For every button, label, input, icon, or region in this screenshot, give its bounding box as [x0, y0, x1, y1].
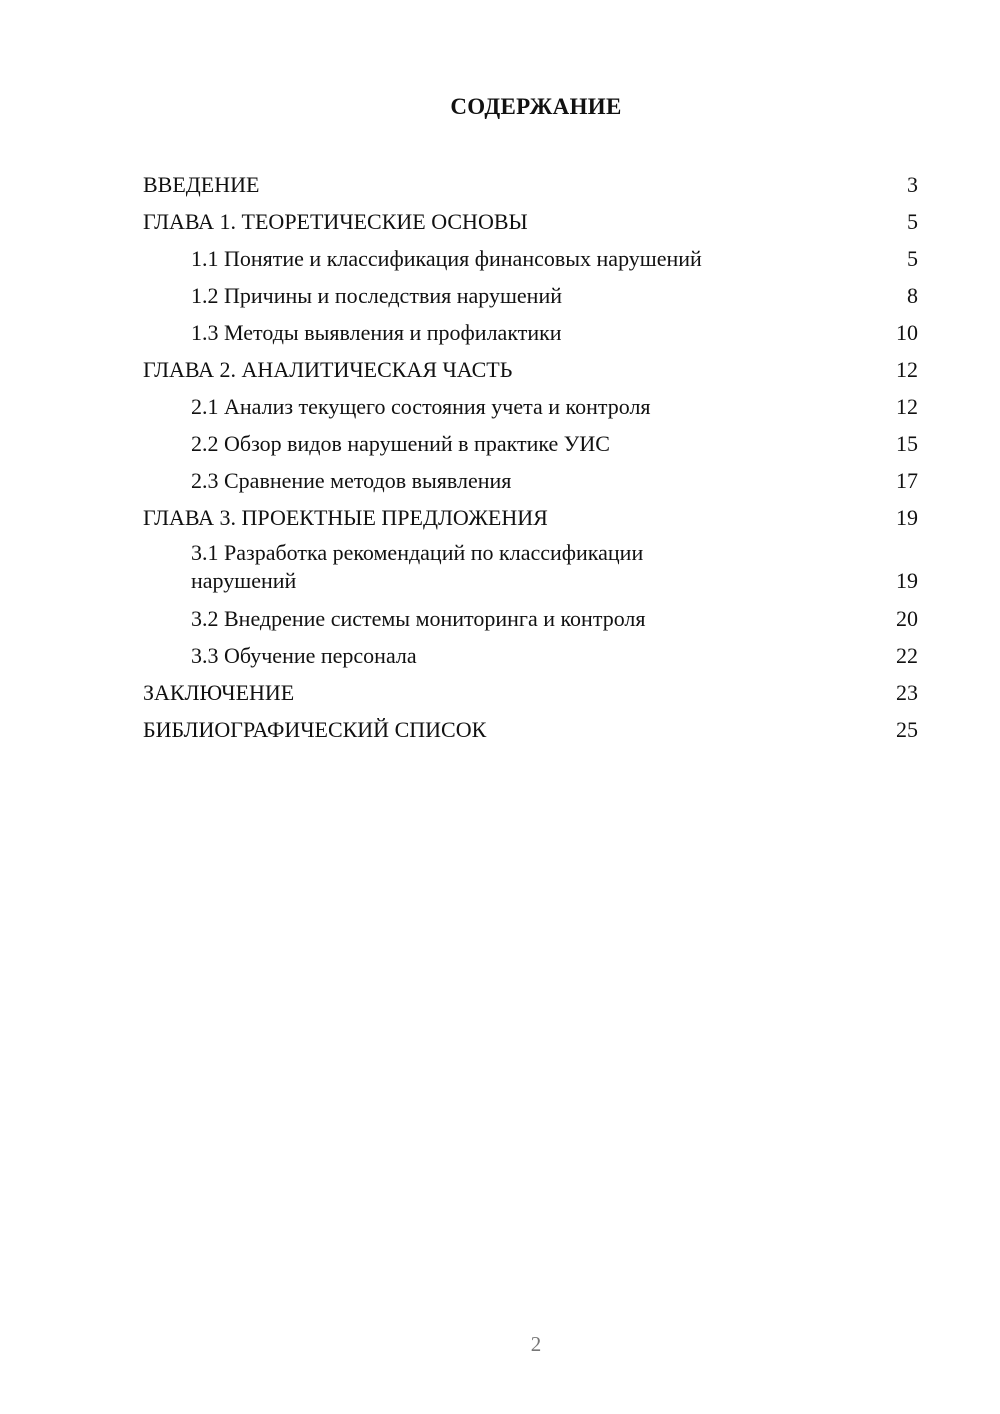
toc-entry-text: 2.3 Сравнение методов выявления — [191, 468, 512, 493]
page-number: 2 — [530, 1332, 542, 1356]
toc-entry-section-3-3[interactable] — [143, 637, 918, 674]
toc-entry-section-2-2[interactable] — [143, 425, 918, 462]
toc-entry-page: 12 — [896, 357, 918, 382]
toc-entry-page: 3 — [907, 172, 918, 197]
toc-entry-text: ГЛАВА 1. ТЕОРЕТИЧЕСКИЕ ОСНОВЫ — [143, 209, 528, 234]
toc-entry-introduction[interactable] — [143, 166, 918, 203]
toc-entry-section-3-2[interactable] — [143, 600, 918, 637]
toc-entry-page: 15 — [896, 431, 918, 456]
toc-entry-section-1-1[interactable] — [143, 240, 918, 277]
toc-entry-page: 19 — [896, 568, 918, 593]
toc-entry-text: ЗАКЛЮЧЕНИЕ — [143, 680, 295, 705]
toc-entry-page: 19 — [896, 505, 918, 530]
toc-entry-text: 2.2 Обзор видов нарушений в практике УИС — [191, 431, 610, 456]
toc-entry-page: 10 — [896, 320, 918, 345]
toc-entry-text: ГЛАВА 2. АНАЛИТИЧЕСКАЯ ЧАСТЬ — [143, 357, 513, 382]
toc-entry-chapter-1[interactable] — [143, 203, 918, 240]
toc-entry-page: 22 — [896, 643, 918, 668]
toc-entry-text: 3.3 Обучение персонала — [191, 643, 417, 668]
toc-entry-text: ГЛАВА 3. ПРОЕКТНЫЕ ПРЕДЛОЖЕНИЯ — [143, 505, 548, 530]
toc-entry-text: ВВЕДЕНИЕ — [143, 172, 260, 197]
toc-entry-text: 2.1 Анализ текущего состояния учета и контроля — [191, 394, 651, 419]
table-of-contents — [143, 166, 918, 748]
toc-entry-text: БИБЛИОГРАФИЧЕСКИЙ СПИСОК — [143, 717, 487, 742]
toc-entry-section-2-1[interactable] — [143, 388, 918, 425]
toc-entry-chapter-3[interactable] — [143, 499, 918, 536]
toc-entry-section-1-3[interactable] — [143, 314, 918, 351]
page-title: СОДЕРЖАНИЕ — [450, 94, 622, 119]
toc-entry-section-3-1[interactable] — [143, 536, 918, 600]
toc-entry-chapter-2[interactable] — [143, 351, 918, 388]
toc-entry-page: 25 — [896, 717, 918, 742]
toc-entry-page: 20 — [896, 606, 918, 631]
toc-entry-page: 5 — [907, 246, 918, 271]
toc-entry-section-1-2[interactable] — [143, 277, 918, 314]
toc-entry-text: 3.2 Внедрение системы мониторинга и контроля — [191, 606, 646, 631]
toc-entry-text: 1.1 Понятие и классификация финансовых нарушений — [191, 246, 702, 271]
toc-entry-page: 5 — [907, 209, 918, 234]
toc-entry-conclusion[interactable] — [143, 674, 918, 711]
toc-entry-page: 23 — [896, 680, 918, 705]
toc-entry-bibliography[interactable] — [143, 711, 918, 748]
toc-entry-text: 1.3 Методы выявления и профилактики — [191, 320, 562, 345]
toc-entry-section-2-3[interactable] — [143, 462, 918, 499]
toc-entry-page: 8 — [907, 283, 918, 308]
toc-entry-text: 1.2 Причины и последствия нарушений — [191, 283, 562, 308]
toc-entry-text: 3.1 Разработка рекомендаций по классификации нарушений — [191, 540, 644, 593]
toc-entry-page: 12 — [896, 394, 918, 419]
toc-entry-page: 17 — [896, 468, 918, 493]
